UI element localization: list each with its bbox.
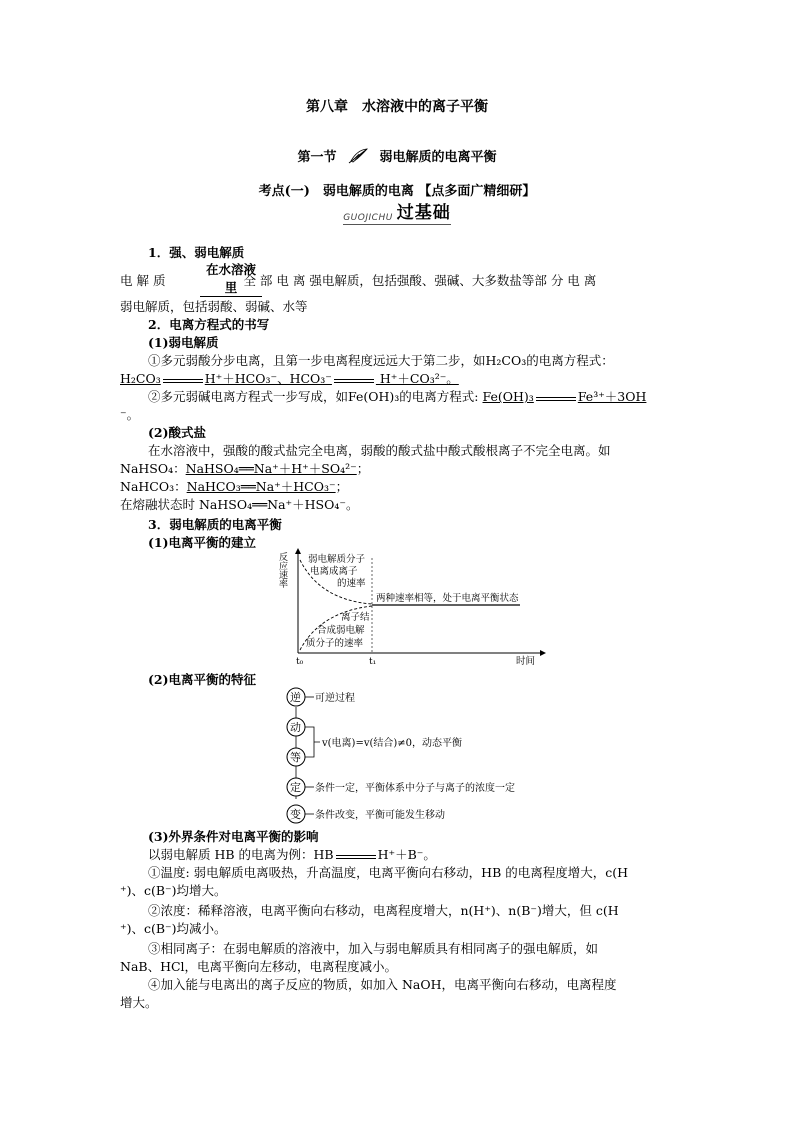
y-axis-label: 反应速率 (277, 552, 287, 588)
s2-line3 (120, 387, 704, 405)
s3-line2: ①温度: 弱电解质电离吸热，升高温度，电离平衡向右移动，HB 的电离程度增大，c(H (148, 865, 629, 880)
s2-title: 2．电离方程式的书写 (148, 317, 270, 332)
s2-l6-b: NaHSO₄══Na⁺＋H⁺＋SO₄²⁻ (185, 461, 357, 476)
s2-l3-b: Fe(OH)₃ (482, 389, 534, 404)
s2-l2-b: H⁺＋HCO₃⁻、HCO₃⁻ (204, 371, 332, 386)
kaodian-title: 考点(一) 弱电解质的电离 【点多面广精细研】 (258, 184, 536, 199)
s2-l6-c: ； (356, 461, 370, 476)
feature-text: 条件一定，平衡体系中分子与离子的浓度一定 (315, 783, 515, 794)
s2-l3-a: ②多元弱碱电离方程式一步写成，如Fe(OH)₃的电离方程式: (148, 389, 483, 404)
s2-sub1: (1)弱电解质 (148, 335, 219, 350)
s2-l3-c: Fe³⁺＋3OH (577, 389, 647, 404)
equilibrium-features-diagram (280, 684, 580, 824)
s2-l7-a: NaHCO₃： (120, 479, 187, 494)
s2-line7 (120, 477, 676, 495)
x-axis-label: 时间 (516, 656, 536, 667)
equilibrium-arrow (334, 373, 374, 380)
s3-line1 (120, 845, 704, 863)
s2-line5: 在水溶液中，强酸的酸式盐完全电离，弱酸的酸式盐中酸式酸根离子不完全电离。如 (148, 443, 611, 458)
s2-l2-c: H⁺＋CO₃²⁻。 (375, 371, 459, 386)
annotation: 质分子的速率 (306, 638, 364, 649)
equilibrium-arrow (163, 373, 203, 380)
s2-line4: ⁻。 (120, 407, 140, 422)
annotation: 离子结 (341, 612, 370, 623)
s3-line6: ③相同离子：在弱电解质的溶液中，加入与弱电解质具有相同离子的强电解质，如 (148, 941, 599, 956)
s3-line8: ④加入能与电离出的离子反应的物质，如加入 NaOH，电离平衡向右移动，电离程度 (148, 977, 617, 992)
s3-l1-b: H⁺＋B⁻。 (377, 847, 436, 862)
s1-line1-a: 电 解 质 (120, 273, 166, 288)
annotation: 合成弱电解 (317, 625, 365, 636)
ionization-equilibrium-chart (277, 548, 550, 668)
s2-l2-a: H₂CO₃ (120, 371, 161, 386)
section-title (0, 146, 794, 165)
s2-line2 (120, 369, 676, 387)
x-axis-arrow (540, 650, 546, 656)
annotation: 弱电解质分子 (308, 554, 366, 565)
s2-line8: 在熔融状态时 NaHSO₄══Na⁺＋HSO₄⁻。 (120, 497, 359, 512)
feature-char: 动 (290, 721, 301, 734)
s1-condition: 在水溶液里 (200, 260, 262, 297)
section-name: 弱电解质的电离平衡 (379, 150, 497, 165)
guojichu-en: GUOJICHU (343, 213, 393, 223)
s3-line5: ⁺)、c(B⁻)均减小。 (120, 921, 227, 936)
feature-char: 变 (290, 808, 301, 821)
guojichu-banner (0, 198, 794, 222)
s2-line1: ①多元弱酸分步电离，且第一步电离程度远远大于第二步，如H₂CO₃的电离方程式： (148, 353, 614, 368)
feature-text: v(电离)=v(结合)≠0，动态平衡 (322, 738, 463, 749)
annotation: 电离成离子 (310, 566, 358, 577)
feather-icon (347, 148, 369, 164)
feature-char: 定 (290, 781, 301, 794)
feature-char: 逆 (290, 691, 301, 704)
s3-line4: ②浓度：稀释溶液，电离平衡向右移动，电离程度增大，n(H⁺)、n(B⁻)增大，但 c(H (148, 903, 619, 918)
annotation: 的速率 (337, 578, 366, 589)
feature-text: 可逆过程 (315, 693, 355, 704)
annotation: 两种速率相等，处于电离平衡状态 (376, 593, 519, 604)
s3-sub1: (1)电离平衡的建立 (148, 535, 257, 550)
equilibrium-arrow (536, 391, 576, 398)
brace (305, 727, 320, 757)
s1-line1 (120, 271, 676, 289)
tick-label: t₁ (369, 657, 377, 667)
s2-line6 (120, 459, 676, 477)
equilibrium-arrow (336, 849, 376, 856)
y-axis-arrow (295, 548, 301, 554)
s3-line7: NaB、HCl，电离平衡向左移动，电离程度减小。 (120, 959, 398, 974)
s1-line2: 弱电解质，包括弱酸、弱碱、水等 (120, 299, 308, 314)
s3-line3: ⁺)、c(B⁻)均增大。 (120, 883, 227, 898)
s2-l7-c: ； (335, 479, 349, 494)
guojichu-zh: 过基础 (396, 203, 451, 223)
feature-char: 等 (290, 751, 301, 764)
s2-l7-b: NaHCO₃══Na⁺＋HCO₃⁻ (186, 479, 336, 494)
s3-line9: 增大。 (120, 995, 158, 1010)
tick-label: t₀ (296, 657, 304, 667)
s1-title: 1．强、弱电解质 (148, 245, 245, 260)
s3-l1-a: 以弱电解质 HB 的电离为例：HB (148, 847, 334, 862)
s2-l6-a: NaHSO₄： (120, 461, 186, 476)
s3-sub3: (3)外界条件对电离平衡的影响 (148, 829, 319, 844)
s3-sub2: (2)电离平衡的特征 (148, 672, 257, 687)
feature-text: 条件改变，平衡可能发生移动 (315, 810, 445, 821)
s2-sub2: (2)酸式盐 (148, 425, 207, 440)
s3-title: 3．弱电解质的电离平衡 (148, 517, 282, 532)
chapter-title: 第八章 水溶液中的离子平衡 (306, 99, 488, 115)
s1-line1-b: 全 部 电 离 强电解质，包括强酸、强碱、大多数盐等部 分 电 离 (243, 273, 597, 288)
section-number: 第一节 (297, 150, 337, 165)
